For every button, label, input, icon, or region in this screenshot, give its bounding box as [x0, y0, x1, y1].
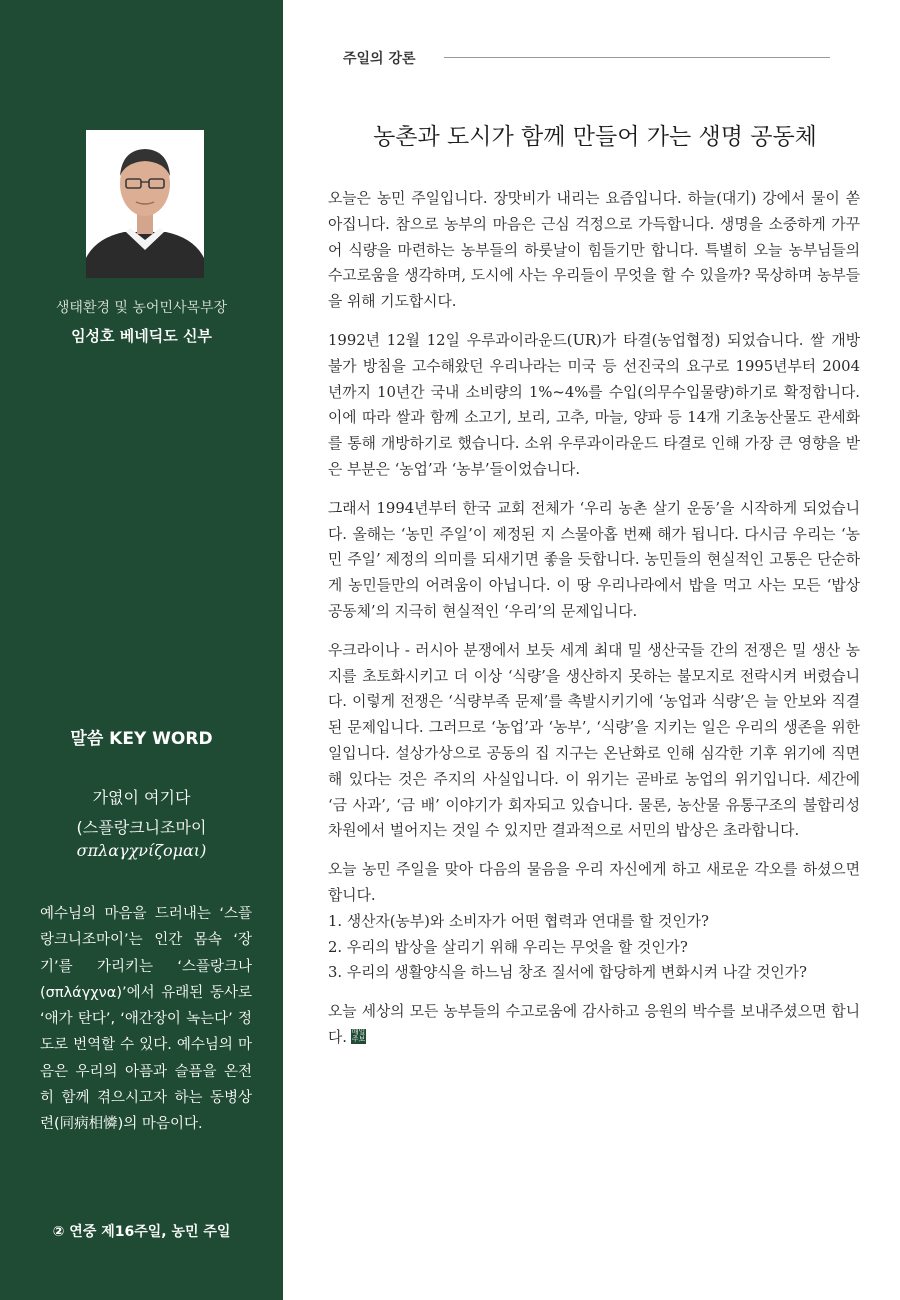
closing-text: 오늘 세상의 모든 농부들의 수고로움에 감사하고 응원의 박수를 보내주셨으면 합니다. — [328, 1003, 860, 1046]
keyword-title: 말씀 KEY WORD — [70, 729, 213, 749]
question-item: 1. 생산자(농부)와 소비자가 어떤 협력과 연대를 할 것인가? — [328, 912, 709, 930]
article-body — [328, 186, 860, 1064]
issue-footer: ② 연중 제16주일, 농민 주일 — [52, 1224, 231, 1240]
keyword-word: 가엾이 여기다 — [92, 788, 191, 807]
section-label: 주일의 강론 — [343, 51, 416, 67]
article-title: 농촌과 도시가 함께 만들어 가는 생명 공동체 — [373, 124, 817, 150]
article-paragraph: 오늘은 농민 주일입니다. 장맛비가 내리는 요즘입니다. 하늘(대기) 강에서 물이 쏟아집니다. 참으로 농부의 마음은 근심 걱정으로 가득합니다. 생명을 소중하게 가꾸어 식량을 마련하는 농부들의 하룻날이 힘들기만 합니다. 특별히 오늘 농부님들의 수고로움을 생각하며, 도시에 사는 우리들이 무엇을 할 수 있을까? 묵상하며 농부들을 위해 기도합시다. — [328, 190, 860, 311]
article-paragraph: 오늘 농민 주일을 맞아 다음의 물음을 우리 자신에게 하고 새로운 각오를 하셨으면 합니다. — [328, 861, 860, 904]
article-paragraph: 우크라이나 - 러시아 분쟁에서 보듯 세계 최대 밀 생산국들 간의 전쟁은 밀 생산 농지를 초토화시키고 더 이상 ‘식량’을 생산하지 못하는 불모지로 전락시켜 버렸습니다. 이렇게 전쟁은 ‘식량부족 문제’를 촉발시키기에 ‘농업과 식량’은 늘 안보와 직결된 문제입니다. 그러므로 ‘농업’과 ‘농부’, ‘식량’을 지키는 일은 우리의 생존을 위한 일입니다. 설상가상으로 공동의 집 지구는 온난화로 인해 심각한 기후 위기에 직면해 있다는 것은 주지의 사실입니다. 이 위기는 곧바로 농업의 위기입니다. 세간에 ‘금 사과’, ‘금 배’ 이야기가 회자되고 있습니다. 물론, 농산물 유통구조의 불합리성 차원에서 벌어지는 것일 수 있지만 결과적으로 서민의 밥상은 초라합니다. — [328, 641, 860, 840]
author-name: 임성호 베네딕도 신부 — [71, 327, 212, 345]
article-paragraph: 1992년 12월 12일 우루과이라운드(UR)가 타결(농업협정) 되었습니다. 쌀 개방 불가 방침을 고수해왔던 우리나라는 미국 등 선진국의 요구로 1995년부터 2004년까지 10년간 국내 소비량의 1%~4%를 수입(의무수입물량)하기로 확정합니다. 이에 따라 쌀과 함께 소고기, 보리, 고추, 마늘, 양파 등 14개 기초농산물도 관세화를 통해 개방하기로 했습니다. 소위 우루과이라운드 타결로 인해 가장 큰 영향을 받은 부분은 ‘농업’과 ‘농부’들이었습니다. — [328, 331, 860, 478]
question-item: 3. 우리의 생활양식을 하느님 창조 질서에 합당하게 변화시켜 나갈 것인가? — [328, 964, 807, 982]
end-mark-logo — [351, 1029, 366, 1044]
sidebar — [0, 0, 283, 1300]
question-item: 2. 우리의 밥상을 살리기 위해 우리는 무엇을 할 것인가? — [328, 938, 688, 956]
keyword-transliteration: (스플랑크니조마이 — [76, 818, 207, 837]
section-divider — [444, 57, 830, 58]
article-closing — [328, 999, 860, 1051]
keyword-greek: σπλαγχνίζομαι) — [76, 841, 207, 860]
article-paragraph: 그래서 1994년부터 한국 교회 전체가 ‘우리 농촌 살기 운동’을 시작하게 되었습니다. 올해는 ‘농민 주일’이 제정된 지 스물아홉 번째 해가 됩니다. 다시금 우리는 ‘농민 주일’ 제정의 의미를 되새기면 좋을 듯합니다. 농민들의 현실적인 고통은 단순하게 농민들만의 어려움이 아닙니다. 이 땅 우리나라에서 밥을 먹고 사는 모든 ‘밥상공동체’의 지극히 현실적인 ‘우리’의 문제입니다. — [328, 499, 860, 620]
author-role: 생태환경 및 농어민사목부장 — [55, 300, 228, 316]
keyword-description: 예수님의 마음을 드러내는 ‘스플랑크니조마이’는 인간 몸속 ‘장기’를 가리키는 ‘스플랑크나(σπλάγχνα)’에서 유래된 동사로 ‘애가 탄다’, ‘애간장이 녹는다’ 정도로 번역할 수 있다. 예수님의 마음은 우리의 아픔과 슬픔을 온전히 함께 겪으시고자 하는 동병상련(同病相憐)의 마음이다. — [40, 906, 252, 1133]
author-photo — [86, 130, 204, 278]
end-mark-text: 매일 주보 — [351, 1027, 366, 1044]
